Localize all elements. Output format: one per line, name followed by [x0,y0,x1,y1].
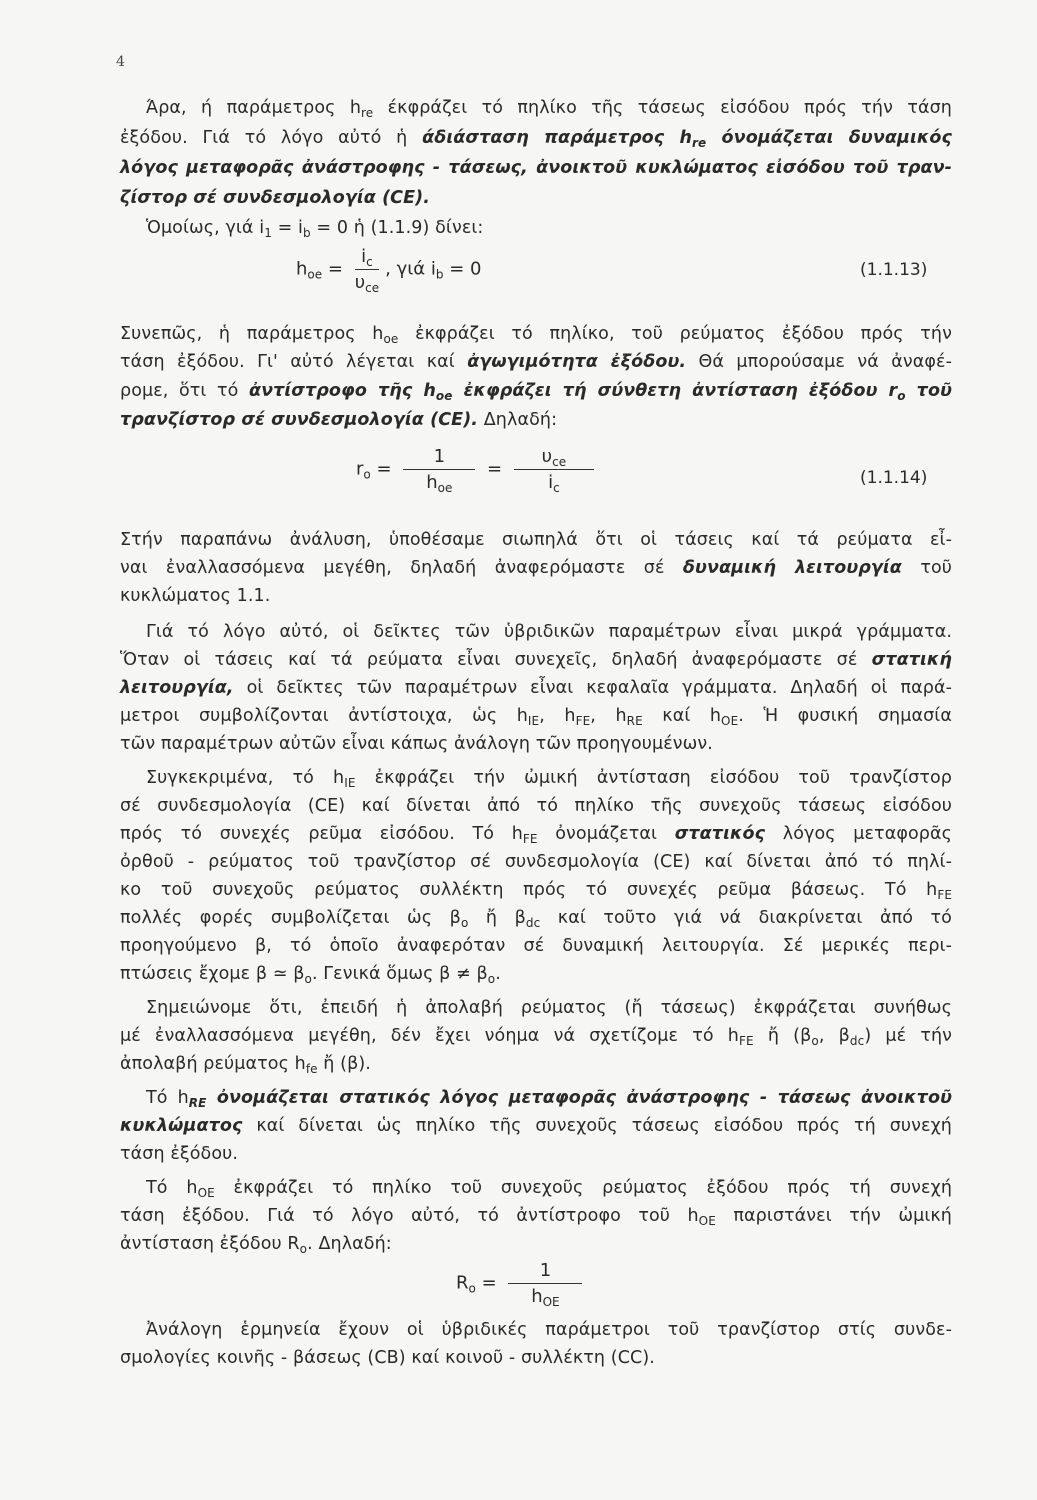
paragraph-line: προηγούμενο β, τό ὁποῖο ἀναφερόταν σέ δυναμική λειτουργία. Σέ μερικές περι- [120,936,952,956]
paragraph-line: μέ ἐναλλασσόμενα μεγέθη, δέν ἔχει νόημα νά σχετίζομε τό $h_{FE}$ ἤ ($\beta_o$, $\beta_{dc}$) μέ τήν [120,1026,953,1048]
paragraph-line: ρομε, ὅτι τό ἀντίστροφο τῆς $h_{oe}$ ἐκφράζει τή σύνθετη ἀντίσταση ἐξόδου $r_o$ τοῦ [120,381,952,403]
paragraph-line: Τό $h_{OE}$ ἐκφράζει τό πηλίκο τοῦ συνεχοῦς ρεύματος ἐξόδου πρός τή συνεχή [146,1178,953,1200]
paragraph-line: τάση ἐξόδου. [120,1144,239,1164]
paragraph-line: κο τοῦ συνεχοῦς ρεύματος συλλέκτη πρός τό συνεχές ρεῦμα βάσεως. Τό $h_{FE}$ [120,880,952,902]
paragraph-line: Σημειώνομε ὅτι, ἐπειδή ἡ ἀπολαβή ρεύματος (ἤ τάσεως) ἐκφράζεται συνήθως [146,998,952,1018]
paragraph-line: τάση ἐξόδου. Γι' αὐτό λέγεται καί ἀγωγιμότητα ἐξόδου. Θά μπορούσαμε νά ἀναφέ- [120,352,953,372]
paragraph-line: τρανζίστορ σέ συνδεσμολογία (CE). Δηλαδή: [120,410,558,430]
paragraph-line: λειτουργία, οἱ δεῖκτες τῶν παραμέτρων εἶναι κεφαλαῖα γράμματα. Δηλαδή οἱ παρά- [120,678,952,698]
paragraph-line: τῶν παραμέτρων αὐτῶν εἶναι κάπως ἀνάλογη τῶν προηγουμένων. [120,734,713,754]
paragraph-line: Συγκεκριμένα, τό $h_{IE}$ ἐκφράζει τήν ὠμική ἀντίσταση εἰσόδου τοῦ τρανζίστορ [146,768,952,790]
paragraph-line: ἐξόδου. Γιά τό λόγο αὐτό ἡ άδιάσταση παράμετρος $h_{re}$ όνομάζεται δυναμικός [120,128,952,150]
paragraph-line: ὀρθοῦ - ρεύματος τοῦ τρανζίστορ σέ συνδεσμολογία (CE) καί δίνεται ἀπό τό πηλί- [120,852,952,872]
paragraph-line: σμολογίες κοινῆς - βάσεως (CB) καί κοινοῦ - συλλέκτη (CC). [120,1348,655,1368]
paragraph-line: Ἀνάλογη ἑρμηνεία ἔχουν οἱ ὑβριδικές παράμετροι τοῦ τρανζίστορ στίς συνδε- [146,1320,952,1340]
paragraph-line: Γιά τό λόγο αὐτό, οἱ δεῖκτες τῶν ὑβριδικῶν παραμέτρων εἶναι μικρά γράμματα. [146,622,952,642]
paragraph-line: κυκλώματος καί δίνεται ὡς πηλίκο τῆς συνεχοῦς τάσεως εἰσόδου πρός τή συνεχή [120,1116,952,1136]
paragraph-line: μετροι συμβολίζονται ἀντίστοιχα, ὡς $h_{IE}$, $h_{FE}$, $h_{RE}$ καί $h_{OE}$. Ἡ φυσική σημασία [120,706,952,728]
paragraph-line: λόγος μεταφορᾶς ἀνάστροφης - τάσεως, ἀνοικτοῦ κυκλώματος εἰσόδου τοῦ τραν- [120,158,952,178]
paragraph-line: πτώσεις ἔχομε β ≃ $\beta_o$. Γενικά ὅμως $\beta \ne \beta_o$. [120,964,501,986]
paragraph-line: Στήν παραπάνω ἀνάλυση, ὑποθέσαμε σιωπηλά ὅτι οἱ τάσεις καί τά ρεύματα εἶ- [120,530,952,550]
equation-number: (1.1.13) [860,260,928,280]
paragraph-line: Συνεπῶς, ἡ παράμετρος $h_{oe}$ ἐκφράζει τό πηλίκο, τοῦ ρεύματος ἐξόδου πρός τήν [120,324,952,346]
paragraph-line: Άρα, ή παράμετρος $h_{re}$ έκφράζει τό πηλίκο τῆς τάσεως εἰσόδου πρός τήν τάση [146,98,952,120]
paragraph-line: κυκλώματος 1.1. [120,586,271,606]
paragraph-line: πολλές φορές συμβολίζεται ὡς $\beta_o$ ἤ $\beta_{dc}$ καί τοῦτο γιά νά διακρίνεται ἀπό τό [120,908,952,930]
paragraph-line: Ὁμοίως, γιά $i_1 = i_b = 0$ ἡ (1.1.9) δίνει: [146,218,484,240]
equation-hoe: $h_{oe}$ = $\frac{i_c}{\upsilon_{ce}}$ , γιά $i_b = 0$ [296,246,482,295]
paragraph-line: σέ συνδεσμολογία (CE) καί δίνεται ἀπό τό πηλίκο τῆς συνεχοῦς τάσεως εἰσόδου [120,796,952,816]
paragraph-line: Ὅταν οἱ τάσεις καί τά ρεύματα εἶναι συνεχεῖς, δηλαδή ἀναφερόμαστε σέ στατική [120,650,952,670]
paragraph-line: ζίστορ σέ συνδεσμολογία (CE). [120,188,431,208]
paragraph-line: ἀντίσταση ἐξόδου $R_o$. Δηλαδή: [120,1234,392,1256]
paragraph-line: Τό $h_{RE}$ ὀνομάζεται στατικός λόγος μεταφορᾶς ἀνάστροφης - τάσεως ἀνοικτοῦ [146,1088,952,1110]
equation-Ro: $R_o$ = $\frac{1}{h_{OE}}$ [456,1260,588,1307]
paragraph-line: πρός τό συνεχές ρεῦμα εἰσόδου. Τό $h_{FE}$ ὀνομάζεται στατικός λόγος μεταφορᾶς [120,824,952,846]
equation-ro: $r_o$ = $\frac{1}{h_{oe}}$ = $\frac{\upsilon_{ce}}{i_c}$ [356,446,600,493]
page-number: 4 [116,54,125,70]
paragraph-line: τάση ἐξόδου. Γιά τό λόγο αὐτό, τό ἀντίστροφο τοῦ $h_{OE}$ παριστάνει τήν ὠμική [120,1206,952,1228]
equation-number: (1.1.14) [860,468,928,488]
paragraph-line: ναι ἐναλλασσόμενα μεγέθη, δηλαδή ἀναφερόμαστε σέ δυναμική λειτουργία τοῦ [120,558,952,578]
paragraph-line: ἀπολαβή ρεύματος $h_{fe}$ ἤ (β). [120,1054,371,1076]
